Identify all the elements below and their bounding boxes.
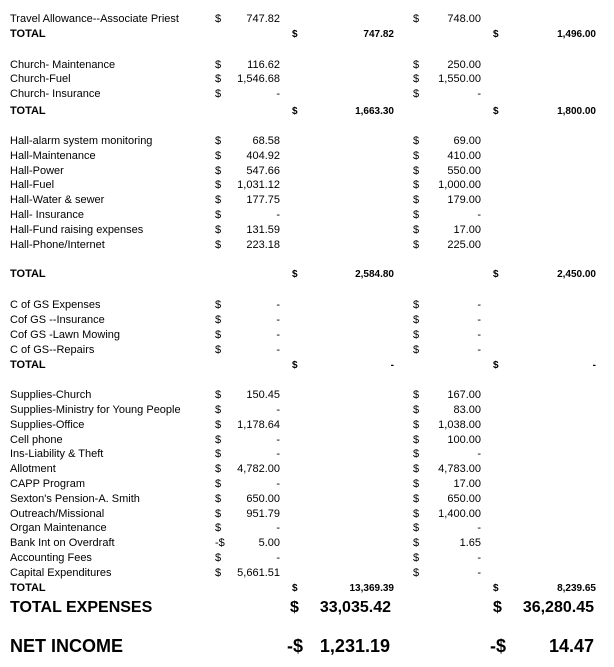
budget-amount: 1,550.00 xyxy=(438,73,481,85)
actual-dollar-sign: $ xyxy=(215,88,222,100)
budget-total-dollar-sign: $ xyxy=(493,29,499,40)
actual-dollar-sign: $ xyxy=(215,508,222,520)
budget-total-amount: 1,496.00 xyxy=(557,29,596,40)
budget-amount: 17.00 xyxy=(453,478,481,490)
actual-amount: 1,031.12 xyxy=(237,179,280,191)
actual-amount: - xyxy=(276,329,280,341)
row-label: Church- Insurance xyxy=(10,88,101,100)
expense-row xyxy=(0,536,614,551)
budget-dollar-sign: $ xyxy=(413,463,420,475)
actual-dollar-sign: $ xyxy=(215,404,222,416)
row-label: Hall-alarm system monitoring xyxy=(10,135,153,147)
budget-dollar-sign: $ xyxy=(413,209,420,221)
actual-dollar-sign: $ xyxy=(215,567,222,579)
row-label: Hall-Power xyxy=(10,165,64,177)
budget-dollar-sign: $ xyxy=(413,224,420,236)
actual-amount: 650.00 xyxy=(246,493,280,505)
budget-amount: 410.00 xyxy=(447,150,481,162)
budget-dollar-sign: $ xyxy=(413,567,420,579)
net-income-label: NET INCOME xyxy=(10,636,124,656)
budget-amount: - xyxy=(477,88,481,100)
row-label: Accounting Fees xyxy=(10,552,92,564)
budget-total-amount: 2,450.00 xyxy=(557,269,596,280)
budget-dollar-sign: $ xyxy=(413,239,420,251)
row-label: Capital Expenditures xyxy=(10,567,112,579)
actual-dollar-sign: $ xyxy=(215,329,222,341)
actual-dollar-sign: $ xyxy=(215,179,222,191)
expense-row xyxy=(0,343,614,358)
actual-amount: 116.62 xyxy=(247,59,280,71)
budget-dollar-sign: $ xyxy=(413,314,420,326)
actual-dollar-sign: $ xyxy=(215,314,222,326)
actual-dollar-sign: $ xyxy=(215,463,222,475)
row-label: C of GS Expenses xyxy=(10,299,101,311)
budget-dollar-sign: $ xyxy=(413,59,420,71)
budget-dollar-sign: $ xyxy=(413,150,420,162)
actual-dollar-sign: $ xyxy=(215,493,222,505)
budget-dollar-sign: $ xyxy=(413,434,420,446)
budget-amount: 1,000.00 xyxy=(438,179,481,191)
actual-dollar-sign: $ xyxy=(215,209,222,221)
row-label: Supplies-Ministry for Young People xyxy=(10,404,181,416)
net-income-dollar-2: -$ xyxy=(490,636,507,656)
actual-amount: - xyxy=(276,344,280,356)
expense-row xyxy=(0,477,614,492)
actual-amount: 68.58 xyxy=(252,135,280,147)
budget-total-amount: 8,239.65 xyxy=(557,583,596,594)
actual-dollar-sign: $ xyxy=(215,73,222,85)
row-label: Travel Allowance--Associate Priest xyxy=(10,13,179,25)
actual-dollar-sign: $ xyxy=(215,434,222,446)
expense-row xyxy=(0,551,614,566)
budget-dollar-sign: $ xyxy=(413,522,420,534)
budget-amount: 748.00 xyxy=(447,13,481,25)
budget-dollar-sign: $ xyxy=(413,299,420,311)
actual-amount: - xyxy=(276,299,280,311)
actual-amount: - xyxy=(276,404,280,416)
actual-amount: - xyxy=(276,209,280,221)
row-label: TOTAL xyxy=(10,582,46,594)
actual-amount: 1,178.64 xyxy=(237,419,280,431)
actual-dollar-sign: $ xyxy=(215,389,222,401)
actual-total-dollar-sign: $ xyxy=(292,583,298,594)
expense-row xyxy=(0,447,614,462)
budget-dollar-sign: $ xyxy=(413,508,420,520)
budget-dollar-sign: $ xyxy=(413,493,420,505)
budget-dollar-sign: $ xyxy=(413,13,420,25)
section-total-row xyxy=(0,358,614,373)
expense-row xyxy=(0,462,614,477)
actual-amount: - xyxy=(276,434,280,446)
budget-amount: 4,783.00 xyxy=(438,463,481,475)
budget-dollar-sign: $ xyxy=(413,329,420,341)
total-expenses-label: TOTAL EXPENSES xyxy=(10,599,153,616)
actual-total-dollar-sign: $ xyxy=(292,106,298,117)
budget-amount: 179.00 xyxy=(447,194,481,206)
budget-total-amount: 1,800.00 xyxy=(557,106,596,117)
budget-dollar-sign: $ xyxy=(413,135,420,147)
actual-amount: 223.18 xyxy=(246,239,280,251)
actual-amount: - xyxy=(276,552,280,564)
expense-row xyxy=(0,178,614,193)
actual-dollar-sign: $ xyxy=(215,224,222,236)
actual-dollar-sign: $ xyxy=(215,165,222,177)
budget-amount: 650.00 xyxy=(447,493,481,505)
actual-amount: - xyxy=(276,88,280,100)
actual-dollar-sign: $ xyxy=(215,448,222,460)
expense-row xyxy=(0,149,614,164)
section-total-row xyxy=(0,267,614,282)
row-label: Hall-Maintenance xyxy=(10,150,96,162)
actual-total-dollar-sign: $ xyxy=(292,269,298,280)
actual-dollar-sign: $ xyxy=(215,150,222,162)
actual-dollar-sign: -$ xyxy=(215,537,225,549)
actual-amount: 4,782.00 xyxy=(237,463,280,475)
row-label: Hall-Water & sewer xyxy=(10,194,105,206)
budget-dollar-sign: $ xyxy=(413,73,420,85)
row-label: Sexton's Pension-A. Smith xyxy=(10,493,140,505)
budget-amount: - xyxy=(477,522,481,534)
budget-amount: - xyxy=(477,314,481,326)
budget-total-dollar-sign: $ xyxy=(493,106,499,117)
actual-amount: 547.66 xyxy=(246,165,280,177)
expense-row xyxy=(0,403,614,418)
expense-row xyxy=(0,72,614,87)
actual-dollar-sign: $ xyxy=(215,239,222,251)
row-label: CAPP Program xyxy=(10,478,85,490)
row-label: Cof GS --Insurance xyxy=(10,314,105,326)
budget-dollar-sign: $ xyxy=(413,404,420,416)
actual-amount: - xyxy=(276,448,280,460)
actual-total-amount: 2,584.80 xyxy=(355,269,394,280)
budget-amount: 225.00 xyxy=(447,239,481,251)
expense-row xyxy=(0,238,614,253)
budget-dollar-sign: $ xyxy=(413,448,420,460)
actual-total-amount: 13,369.39 xyxy=(349,583,394,594)
expense-row xyxy=(0,58,614,73)
budget-amount: 167.00 xyxy=(447,389,481,401)
budget-amount: 1,038.00 xyxy=(438,419,481,431)
budget-amount: 100.00 xyxy=(447,434,481,446)
net-income-row xyxy=(0,634,614,658)
budget-amount: 550.00 xyxy=(447,165,481,177)
section-total-row xyxy=(0,27,614,42)
budget-dollar-sign: $ xyxy=(413,552,420,564)
actual-dollar-sign: $ xyxy=(215,13,222,25)
net-income-dollar-1: -$ xyxy=(287,636,304,656)
row-label: Hall-Fund raising expenses xyxy=(10,224,144,236)
budget-amount: - xyxy=(477,299,481,311)
expense-row xyxy=(0,388,614,403)
budget-dollar-sign: $ xyxy=(413,344,420,356)
expense-row xyxy=(0,313,614,328)
row-label: Hall-Fuel xyxy=(10,179,55,191)
expense-row xyxy=(0,193,614,208)
expense-row xyxy=(0,298,614,313)
row-label: Ins-Liability & Theft xyxy=(10,448,104,460)
section-total-row xyxy=(0,104,614,119)
budget-dollar-sign: $ xyxy=(413,478,420,490)
expense-row xyxy=(0,492,614,507)
expense-row xyxy=(0,328,614,343)
actual-total-dollar-sign: $ xyxy=(292,29,298,40)
budget-total-dollar-sign: $ xyxy=(493,269,499,280)
budget-total-amount: - xyxy=(592,360,596,371)
actual-dollar-sign: $ xyxy=(215,552,222,564)
budget-dollar-sign: $ xyxy=(413,537,420,549)
net-income-actual: 1,231.19 xyxy=(319,636,390,656)
actual-total-amount: 747.82 xyxy=(363,29,394,40)
budget-amount: 69.00 xyxy=(453,135,481,147)
budget-amount: 1,400.00 xyxy=(438,508,481,520)
row-label: TOTAL xyxy=(10,359,46,371)
budget-amount: - xyxy=(477,567,481,579)
actual-amount: 5.00 xyxy=(258,537,280,549)
expense-row xyxy=(0,12,614,27)
budget-amount: - xyxy=(477,448,481,460)
row-label: Church-Fuel xyxy=(10,73,71,85)
row-label: Allotment xyxy=(10,463,56,475)
actual-amount: 951.79 xyxy=(246,508,280,520)
expense-row xyxy=(0,566,614,581)
expense-row xyxy=(0,208,614,223)
expense-row xyxy=(0,433,614,448)
actual-total-dollar-sign: $ xyxy=(292,360,298,371)
actual-amount: 5,661.51 xyxy=(237,567,280,579)
actual-amount: 747.82 xyxy=(246,13,280,25)
actual-dollar-sign: $ xyxy=(215,59,222,71)
actual-amount: 150.45 xyxy=(246,389,280,401)
budget-amount: 17.00 xyxy=(453,224,481,236)
row-label: Cell phone xyxy=(10,434,63,446)
total-expenses-dollar-1: $ xyxy=(290,599,299,616)
row-label: Hall-Phone/Internet xyxy=(10,239,105,251)
row-label: TOTAL xyxy=(10,105,46,117)
actual-dollar-sign: $ xyxy=(215,419,222,431)
actual-amount: 404.92 xyxy=(246,150,280,162)
actual-total-amount: 1,663.30 xyxy=(355,106,394,117)
budget-dollar-sign: $ xyxy=(413,419,420,431)
expense-row xyxy=(0,164,614,179)
actual-dollar-sign: $ xyxy=(215,135,222,147)
total-expenses-dollar-2: $ xyxy=(493,599,502,616)
total-expenses-row xyxy=(0,597,614,619)
actual-dollar-sign: $ xyxy=(215,478,222,490)
row-label: Cof GS -Lawn Mowing xyxy=(10,329,121,341)
row-label: Hall- Insurance xyxy=(10,209,84,221)
expense-row xyxy=(0,223,614,238)
actual-dollar-sign: $ xyxy=(215,344,222,356)
actual-dollar-sign: $ xyxy=(215,522,222,534)
section-total-row xyxy=(0,581,614,596)
expense-row xyxy=(0,134,614,149)
net-income-budget: 14.47 xyxy=(548,636,594,656)
actual-amount: 131.59 xyxy=(246,224,280,236)
budget-dollar-sign: $ xyxy=(413,389,420,401)
row-label: Organ Maintenance xyxy=(10,522,107,534)
row-label: Supplies-Church xyxy=(10,389,92,401)
actual-amount: - xyxy=(276,478,280,490)
actual-amount: - xyxy=(276,314,280,326)
row-label: TOTAL xyxy=(10,28,46,40)
budget-dollar-sign: $ xyxy=(413,179,420,191)
total-expenses-budget: 36,280.45 xyxy=(522,599,594,616)
budget-amount: - xyxy=(477,344,481,356)
actual-amount: - xyxy=(276,522,280,534)
total-expenses-actual: 33,035.42 xyxy=(319,599,391,616)
budget-total-dollar-sign: $ xyxy=(493,360,499,371)
actual-dollar-sign: $ xyxy=(215,299,222,311)
expense-row xyxy=(0,418,614,433)
budget-dollar-sign: $ xyxy=(413,165,420,177)
row-label: TOTAL xyxy=(10,268,46,280)
row-label: Supplies-Office xyxy=(10,419,85,431)
expense-row xyxy=(0,521,614,536)
row-label: Bank Int on Overdraft xyxy=(10,537,115,549)
actual-amount: 1,546.68 xyxy=(237,73,280,85)
row-label: Church- Maintenance xyxy=(10,59,116,71)
expense-row xyxy=(0,507,614,522)
row-label: C of GS--Repairs xyxy=(10,344,95,356)
budget-amount: 1.65 xyxy=(459,537,481,549)
actual-dollar-sign: $ xyxy=(215,194,222,206)
budget-dollar-sign: $ xyxy=(413,88,420,100)
budget-dollar-sign: $ xyxy=(413,194,420,206)
budget-total-dollar-sign: $ xyxy=(493,583,499,594)
budget-amount: - xyxy=(477,209,481,221)
budget-amount: - xyxy=(477,329,481,341)
actual-amount: 177.75 xyxy=(246,194,280,206)
budget-amount: - xyxy=(477,552,481,564)
budget-amount: 83.00 xyxy=(453,404,481,416)
budget-amount: 250.00 xyxy=(447,59,481,71)
actual-total-amount: - xyxy=(390,360,394,371)
expense-row xyxy=(0,87,614,102)
row-label: Outreach/Missional xyxy=(10,508,105,520)
